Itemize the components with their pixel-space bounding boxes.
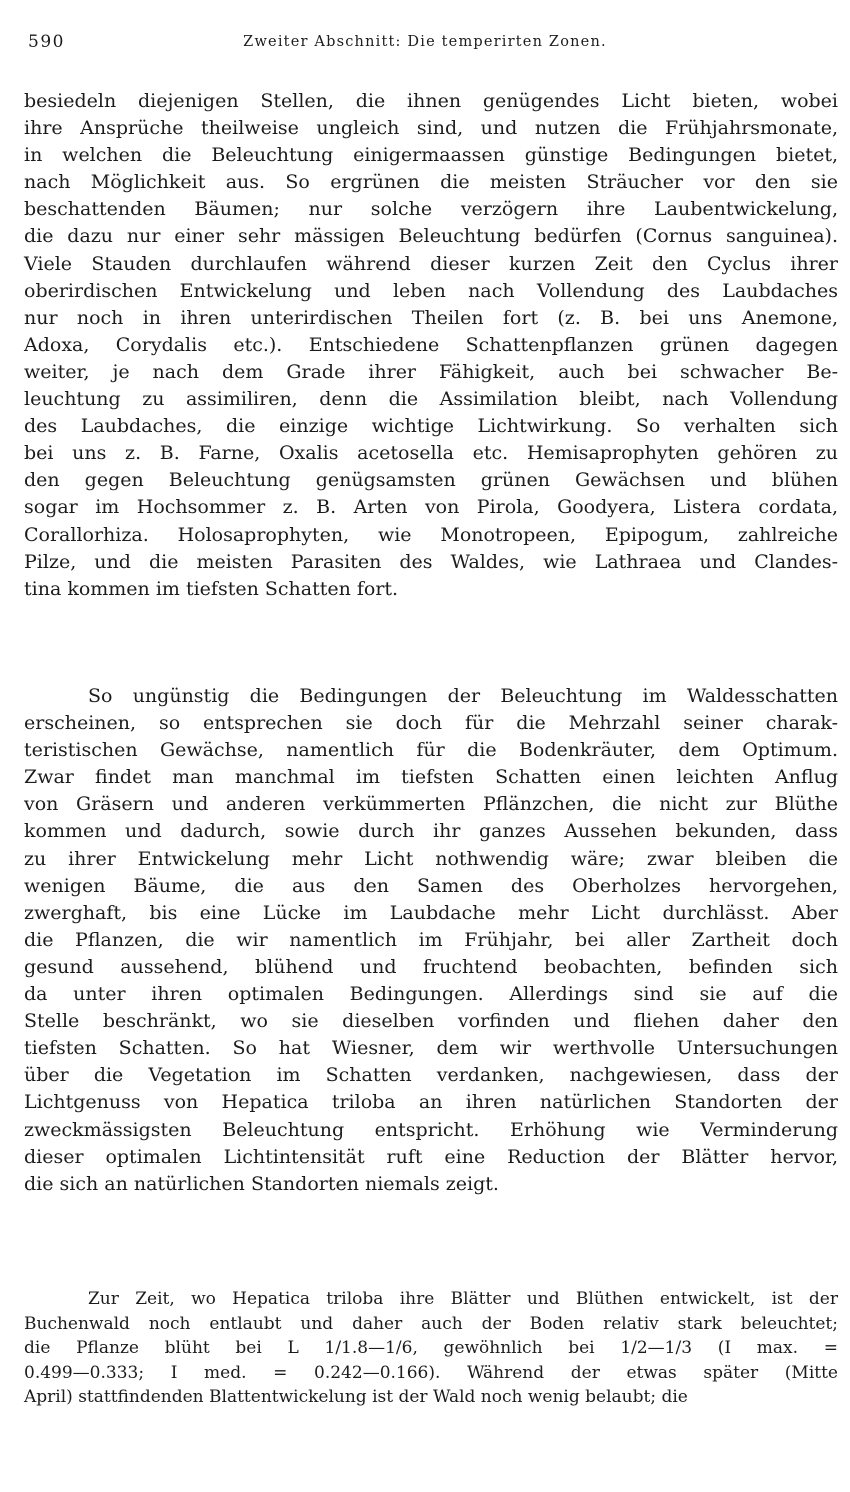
text-line: Zur Zeit, wo Hepatica triloba ihre Blätter und Blüthen entwickelt, ist der <box>88 1289 838 1309</box>
text-line: nach Möglichkeit aus. So ergrünen die meisten Sträucher vor den sie <box>24 171 838 194</box>
text-line: den gegen Beleuchtung genügsamsten grünen Gewächsen und blühen <box>24 469 838 492</box>
paragraph-2 <box>24 683 838 1198</box>
text-line: teristischen Gewächse, namentlich für die Bodenkräuter, dem Optimum. <box>24 739 838 762</box>
text-line: beschattenden Bäumen; nur solche verzögern ihre Laubentwickelung, <box>24 198 838 221</box>
text-line: Stelle beschränkt, wo sie dieselben vorfinden und fliehen daher den <box>24 1010 838 1033</box>
text-line: Buchenwald noch entlaubt und daher auch der Boden relativ stark beleuchtet; <box>24 1313 838 1334</box>
text-line: erscheinen, so entsprechen sie doch für die Mehrzahl seiner charak- <box>24 712 838 735</box>
text-line: die Pflanzen, die wir namentlich im Frühjahr, bei aller Zartheit doch <box>24 928 838 951</box>
text-line: Pilze, und die meisten Parasiten des Waldes, wie Lathraea und Clandes- <box>24 550 838 573</box>
text-line: tina kommen im tiefsten Schatten fort. <box>24 577 399 600</box>
text-line: Adoxa, Corydalis etc.). Entschiedene Schattenpflanzen grünen dagegen <box>24 333 838 356</box>
text-line: Lichtgenuss von Hepatica triloba an ihren natürlichen Standorten der <box>24 1091 838 1114</box>
text-line: die sich an natürlichen Standorten niemals zeigt. <box>24 1172 499 1195</box>
running-title: Zweiter Abschnitt: Die temperirten Zonen. <box>243 34 607 50</box>
text-line: nur noch in ihren unterirdischen Theilen fort (z. B. bei uns Anemone, <box>24 306 838 329</box>
text-line: von Gräsern und anderen verkümmerten Pflänzchen, die nicht zur Blüthe <box>24 793 838 816</box>
text-line: dieser optimalen Lichtintensität ruft eine Reduction der Blätter hervor, <box>24 1145 838 1168</box>
text-line: So ungünstig die Bedingungen der Beleuchtung im Waldesschatten <box>88 685 838 707</box>
text-line: oberirdischen Entwickelung und leben nach Vollendung des Laubdaches <box>24 279 838 302</box>
text-line: ihre Ansprüche theilweise ungleich sind, und nutzen die Frühjahrsmonate, <box>24 117 838 140</box>
text-line: wenigen Bäume, die aus den Samen des Oberholzes hervorgehen, <box>24 874 838 897</box>
text-line: Corallorhiza. Holosaprophyten, wie Monotropeen, Epipogum, zahlreiche <box>24 523 838 546</box>
text-line: leuchtung zu assimiliren, denn die Assimilation bleibt, nach Vollendung <box>24 388 838 411</box>
text-line: die dazu nur einer sehr mässigen Beleuchtung bedürfen (Cornus sanguinea). <box>24 225 838 248</box>
text-line: zu ihrer Entwickelung mehr Licht nothwendig wäre; zwar bleiben die <box>24 847 838 870</box>
text-line: in welchen die Beleuchtung einigermaassen günstige Bedingungen bietet, <box>24 144 838 167</box>
paragraph-1 <box>24 88 838 603</box>
text-line: weiter, je nach dem Grade ihrer Fähigkeit, auch bei schwacher Be- <box>24 360 838 383</box>
text-line: kommen und dadurch, sowie durch ihr ganzes Aussehen bekunden, dass <box>24 820 838 843</box>
text-line: Zwar findet man manchmal im tiefsten Schatten einen leichten Anflug <box>24 766 838 789</box>
text-line: bei uns z. B. Farne, Oxalis acetosella etc. Hemisaprophyten gehören zu <box>24 442 838 465</box>
page-number: 590 <box>28 32 65 52</box>
text-line: sogar im Hochsommer z. B. Arten von Pirola, Goodyera, Listera cordata, <box>24 496 838 519</box>
text-line: über die Vegetation im Schatten verdanken, nachgewiesen, dass der <box>24 1064 838 1087</box>
paragraph-3-small-print <box>24 1287 838 1410</box>
text-line: tiefsten Schatten. So hat Wiesner, dem wir werthvolle Untersuchungen <box>24 1037 838 1060</box>
text-line: des Laubdaches, die einzige wichtige Lichtwirkung. So verhalten sich <box>24 415 838 438</box>
text-line: da unter ihren optimalen Bedingungen. Allerdings sind sie auf die <box>24 983 838 1006</box>
text-line: besiedeln diejenigen Stellen, die ihnen genügendes Licht bieten, wobei <box>24 90 838 112</box>
text-line: zwerghaft, bis eine Lücke im Laubdache mehr Licht durchlässt. Aber <box>24 901 838 924</box>
text-line: Viele Stauden durchlaufen während dieser kurzen Zeit den Cyclus ihrer <box>24 252 838 275</box>
text-line: zweckmässigsten Beleuchtung entspricht. Erhöhung wie Verminderung <box>24 1118 838 1141</box>
page-header <box>24 32 826 62</box>
text-line: die Pflanze blüht bei L 1/1.8—1/6, gewöhnlich bei 1/2—1/3 (I max. = <box>24 1338 838 1359</box>
text-line: gesund aussehend, blühend und fruchtend beobachten, befinden sich <box>24 955 838 978</box>
text-line: April) stattfindenden Blattentwickelung ist der Wald noch wenig belaubt; die <box>24 1387 688 1408</box>
text-line: 0.499—0.333; I med. = 0.242—0.166). Während der etwas später (Mitte <box>24 1362 838 1383</box>
